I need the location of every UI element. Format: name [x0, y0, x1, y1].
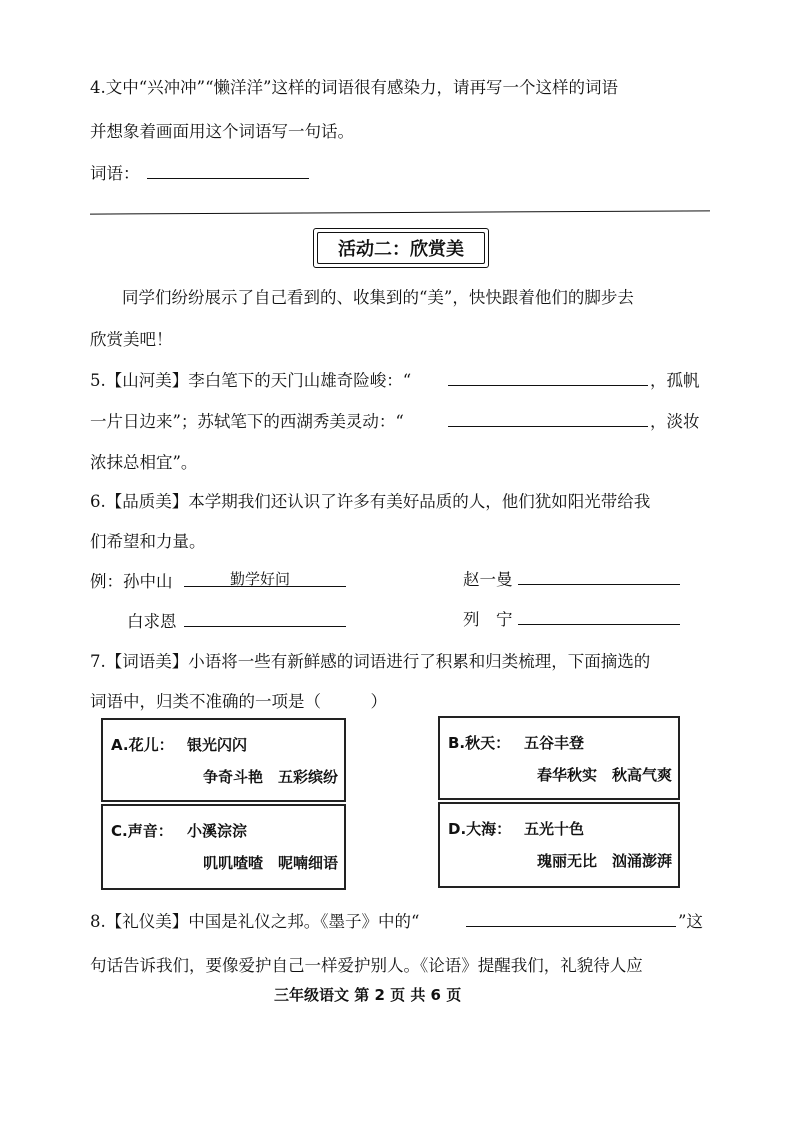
activity-title-frame: [313, 228, 489, 268]
q4-sentence-blank[interactable]: [90, 210, 710, 214]
option-a-label: A.花儿：: [111, 736, 174, 754]
activity-intro-line1: 同学们纷纷展示了自己看到的、收集到的“美”，快快跟着他们的脚步去: [122, 288, 634, 307]
q6-line2: 们希望和力量。: [90, 532, 206, 551]
option-d-label: D.大海：: [448, 820, 512, 838]
q6-example-label: 例：孙中山: [90, 572, 173, 591]
q5-blank-2[interactable]: [448, 406, 648, 427]
q6-line1: 6.【品质美】本学期我们还认识了许多有美好品质的人，他们犹如阳光带给我: [90, 492, 651, 511]
q7-line1: 7.【词语美】小语将一些有新鲜感的词语进行了积累和归类梳理，下面摘选的: [90, 652, 651, 671]
option-a-word1: 银光闪闪: [187, 736, 248, 754]
activity-intro-line2: 欣赏美吧！: [90, 330, 173, 349]
q7-option-b[interactable]: [438, 716, 680, 800]
q4-line2: 并想象着画面用这个词语写一句话。: [90, 122, 354, 141]
q6-name-2: 赵一曼: [463, 570, 513, 589]
option-b-word1: 五谷丰登: [524, 734, 585, 752]
q6-name-4: 列 宁: [463, 610, 513, 629]
q6-blank-4[interactable]: [518, 604, 680, 625]
q6-blank-3[interactable]: [184, 606, 346, 627]
q5-text-d: ，淡妆: [650, 412, 700, 431]
option-c-label: C.声音：: [111, 822, 173, 840]
q7-option-c[interactable]: [101, 804, 346, 890]
page-footer: 三年级语文 第 2 页 共 6 页: [274, 986, 462, 1004]
q5-text-a: 5.【山河美】李白笔下的天门山雄奇险峻：“: [90, 371, 412, 390]
q4-word-blank[interactable]: [147, 158, 309, 179]
q8-blank[interactable]: [466, 906, 676, 927]
q4-line1: 4.文中“兴冲冲”“懒洋洋”这样的词语很有感染力，请再写一个这样的词语: [90, 78, 618, 97]
option-c-word1: 小溪淙淙: [187, 822, 248, 840]
q4-word-label: 词语：: [90, 164, 140, 183]
q5-text-e: 浓抹总相宜”。: [90, 453, 198, 472]
option-c-words: 叽叽喳喳 呢喃细语: [202, 854, 338, 872]
option-d-word1: 五光十色: [524, 820, 585, 838]
option-b-label: B.秋天：: [448, 734, 511, 752]
q8-text-b: ”这: [678, 912, 703, 931]
option-a-words: 争奇斗艳 五彩缤纷: [202, 768, 338, 786]
activity-title: 活动二：欣赏美: [317, 232, 485, 264]
q5-blank-1[interactable]: [448, 365, 648, 386]
q7-line2: 词语中，归类不准确的一项是（ ）: [90, 692, 387, 711]
q8-text-a: 8.【礼仪美】中国是礼仪之邦。《墨子》中的“: [90, 912, 420, 931]
q6-name-3: 白求恩: [127, 612, 177, 631]
q6-example-answer: 勤学好问: [230, 570, 291, 588]
option-b-words: 春华秋实 秋高气爽: [536, 766, 672, 784]
q7-option-a[interactable]: [101, 718, 346, 802]
q7-option-d[interactable]: [438, 802, 680, 888]
q8-line2: 句话告诉我们，要像爱护自己一样爱护别人。《论语》提醒我们，礼貌待人应: [90, 956, 643, 975]
option-d-words: 瑰丽无比 汹涌澎湃: [536, 852, 672, 870]
q5-text-b: ，孤帆: [650, 371, 700, 390]
q5-text-c: 一片日边来”；苏轼笔下的西湖秀美灵动：“: [90, 412, 404, 431]
q6-blank-2[interactable]: [518, 564, 680, 585]
